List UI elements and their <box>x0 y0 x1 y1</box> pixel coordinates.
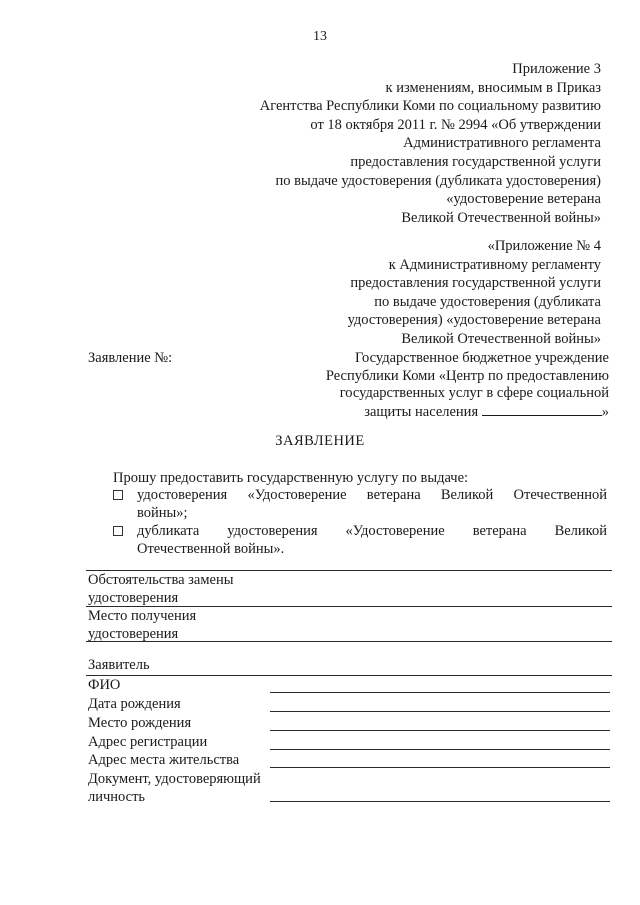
residence-address-label: Адрес места жительства <box>88 752 240 768</box>
statement-number-label: Заявление №: <box>88 350 173 366</box>
appendix-4-line: к Административному регламенту <box>388 256 601 273</box>
recipient-line: Государственное бюджетное учреждение <box>354 350 609 366</box>
appendix-3-line: Великой Отечественной войны» <box>401 209 601 226</box>
recipient-block <box>313 350 609 421</box>
applicant-heading-rule <box>86 675 612 676</box>
checkbox-icon[interactable] <box>113 490 123 500</box>
appendix-4-line: Великой Отечественной войны» <box>401 330 601 347</box>
fio-label: ФИО <box>88 677 121 693</box>
recipient-closing-quote: » <box>601 403 609 420</box>
appendix-4-line: предоставления государственной услуги <box>350 275 601 292</box>
recipient-last-line-text: защиты населения <box>364 403 479 420</box>
appendix-3-line: по выдаче удостоверения (дубликата удостоверения) <box>275 172 601 189</box>
birth-date-field[interactable] <box>270 711 610 712</box>
appendix-3-line: предоставления государственной услуги <box>350 153 601 170</box>
page-number: 13 <box>313 29 327 44</box>
appendix-3-line: от 18 октября 2011 г. № 2994 «Об утверждении <box>310 116 601 133</box>
birth-date-label: Дата рождения <box>88 696 181 712</box>
appendix-3-line: Приложение 3 <box>512 61 601 77</box>
appendix-4-line: удостоверения) «удостоверение ветерана <box>347 312 601 329</box>
appendix-3-line: «удостоверение ветерана <box>446 191 601 208</box>
option-certificate-line2: войны»; <box>137 505 188 521</box>
replacement-circumstances-label: Обстоятельства замены <box>88 572 234 588</box>
appendix-4-line: «Приложение № 4 <box>487 238 601 254</box>
appendix-3-header <box>260 60 601 227</box>
id-document-label-2: личность <box>88 789 146 805</box>
recipient-line: Республики Коми «Центр по предоставлению <box>325 367 609 384</box>
applicant-heading: Заявитель <box>88 657 150 673</box>
recipient-last-line <box>313 403 609 422</box>
registration-address-label: Адрес регистрации <box>88 734 208 750</box>
id-document-field[interactable] <box>270 801 610 802</box>
receipt-place-label: Место получения <box>88 608 197 624</box>
recipient-line: государственных услуг в сфере социальной <box>339 385 609 402</box>
replacement-circumstances-label-2: удостоверения <box>88 590 179 606</box>
option-duplicate-line2: Отечественной войны». <box>137 541 285 557</box>
fio-field[interactable] <box>270 692 610 693</box>
recipient-blank-field[interactable] <box>482 403 602 416</box>
receipt-place-label-2: удостоверения <box>88 626 179 642</box>
birth-place-field[interactable] <box>270 730 610 731</box>
appendix-3-line: к изменениям, вносимым в Приказ <box>385 79 601 96</box>
appendix-3-line: Агентства Республики Коми по социальному развитию <box>259 98 601 115</box>
birth-place-label: Место рождения <box>88 715 192 731</box>
option-certificate-line1: удостоверения «Удостоверение ветерана Великой Отечественной <box>137 487 607 503</box>
checkbox-icon[interactable] <box>113 526 123 536</box>
residence-address-field[interactable] <box>270 767 610 768</box>
option-duplicate-line1: дубликата удостоверения «Удостоверение ветерана Великой <box>137 523 607 539</box>
table-bottom-rule <box>86 641 612 642</box>
document-title: ЗАЯВЛЕНИЕ <box>275 433 365 449</box>
registration-address-field[interactable] <box>270 749 610 750</box>
appendix-4-line: по выдаче удостоверения (дубликата <box>374 293 601 310</box>
id-document-label: Документ, удостоверяющий <box>88 771 261 787</box>
request-text: Прошу предоставить государственную услугу по выдаче: <box>113 470 469 486</box>
appendix-3-line: Административного регламента <box>403 135 601 152</box>
appendix-4-header <box>348 237 601 349</box>
